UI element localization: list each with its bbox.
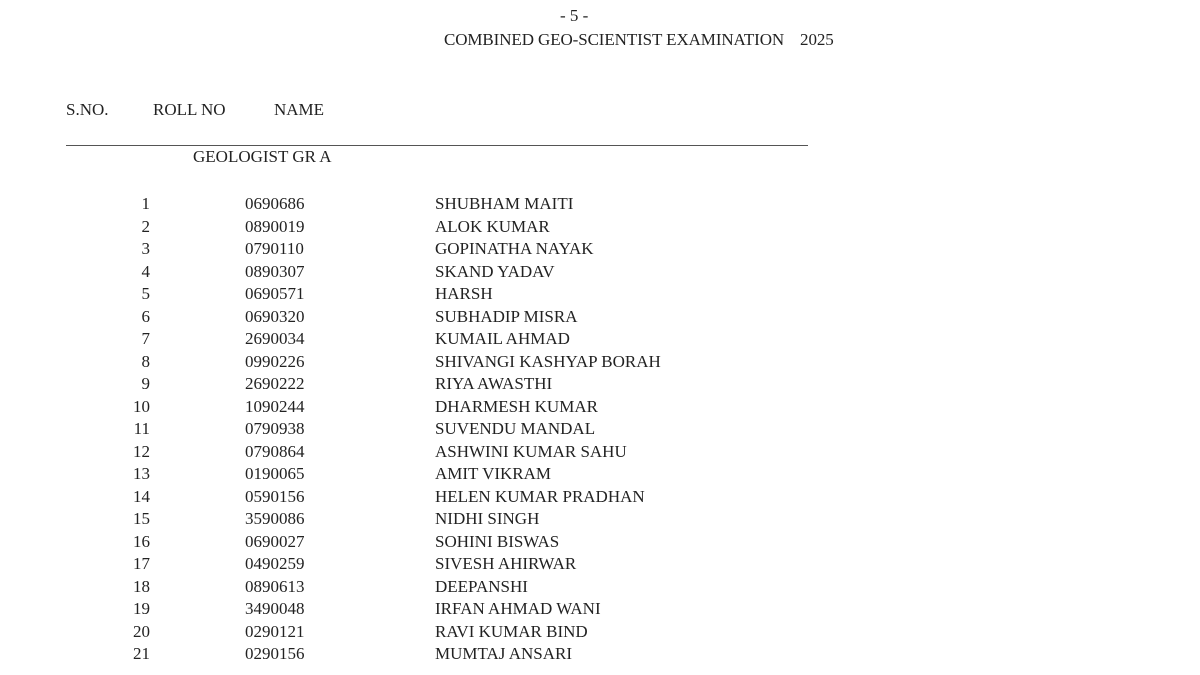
- cell-sno: 21: [133, 644, 150, 663]
- cell-sno: 7: [141, 329, 150, 348]
- header-divider: [66, 145, 808, 146]
- cell-name: GOPINATHA NAYAK: [435, 239, 594, 258]
- cell-sno: 19: [133, 599, 150, 618]
- cell-roll-no: 0290156: [245, 644, 305, 663]
- cell-name: HELEN KUMAR PRADHAN: [435, 486, 645, 506]
- table-row: [0, 599, 800, 622]
- cell-roll-no: 0590156: [245, 486, 305, 506]
- cell-sno: 4: [141, 261, 150, 281]
- cell-roll-no: 0990226: [245, 351, 305, 371]
- table-row: [0, 307, 800, 330]
- cell-roll-no: 3590086: [245, 509, 305, 528]
- cell-roll-no: 0790938: [245, 419, 305, 438]
- table-row: [0, 442, 800, 465]
- cell-name: SUVENDU MANDAL: [435, 419, 596, 438]
- cell-roll-no: 0890613: [245, 576, 305, 596]
- cell-sno: 9: [141, 374, 150, 393]
- exam-title-text: COMBINED GEO-SCIENTIST EXAMINATION: [444, 30, 785, 49]
- cell-sno: 5: [141, 284, 150, 303]
- table-row: [0, 464, 800, 487]
- column-header-roll: ROLL NO: [153, 100, 226, 119]
- table-row: [0, 262, 800, 285]
- cell-sno: 13: [133, 464, 150, 483]
- table-row: [0, 352, 800, 375]
- table-row: [0, 554, 800, 577]
- cell-sno: 6: [141, 306, 150, 326]
- cell-sno: 20: [133, 621, 150, 641]
- column-header-sno: S.NO.: [66, 100, 109, 119]
- cell-roll-no: 0690686: [245, 194, 305, 213]
- cell-name: SIVESH AHIRWAR: [435, 554, 577, 573]
- cell-name: KUMAIL AHMAD: [435, 329, 570, 348]
- cell-roll-no: 0890307: [245, 261, 305, 281]
- cell-roll-no: 0490259: [245, 554, 305, 573]
- cell-sno: 16: [133, 531, 150, 551]
- cell-name: AMIT VIKRAM: [435, 464, 552, 483]
- cell-sno: 17: [133, 554, 150, 573]
- cell-name: SKAND YADAV: [435, 261, 555, 281]
- section-title: GEOLOGIST GR A: [193, 147, 332, 166]
- cell-roll-no: 2690222: [245, 374, 305, 393]
- cell-roll-no: 0790110: [245, 239, 304, 258]
- cell-name: DHARMESH KUMAR: [435, 396, 598, 416]
- table-row: [0, 644, 800, 667]
- cell-name: MUMTAJ ANSARI: [435, 644, 573, 663]
- table-row: [0, 622, 800, 645]
- cell-roll-no: 0690027: [245, 531, 305, 551]
- cell-roll-no: 3490048: [245, 599, 305, 618]
- page-number: - 5 -: [560, 6, 589, 25]
- cell-roll-no: 0190065: [245, 464, 305, 483]
- cell-sno: 8: [141, 351, 150, 371]
- table-row: [0, 487, 800, 510]
- cell-sno: 18: [133, 576, 150, 596]
- cell-name: SOHINI BISWAS: [435, 531, 560, 551]
- cell-roll-no: 0690320: [245, 306, 305, 326]
- cell-sno: 1: [141, 194, 150, 213]
- cell-sno: 2: [141, 216, 150, 236]
- table-row: [0, 577, 800, 600]
- table-row: [0, 509, 800, 532]
- cell-name: RIYA AWASTHI: [435, 374, 553, 393]
- cell-name: DEEPANSHI: [435, 576, 528, 596]
- cell-name: ASHWINI KUMAR SAHU: [435, 441, 627, 461]
- cell-roll-no: 0790864: [245, 441, 305, 461]
- table-row: [0, 194, 800, 217]
- cell-roll-no: 0890019: [245, 216, 305, 236]
- cell-name: SUBHADIP MISRA: [435, 306, 578, 326]
- cell-name: RAVI KUMAR BIND: [435, 621, 588, 641]
- table-row: [0, 419, 800, 442]
- cell-sno: 14: [133, 486, 150, 506]
- cell-name: HARSH: [435, 284, 493, 303]
- cell-roll-no: 2690034: [245, 329, 305, 348]
- cell-sno: 10: [133, 396, 150, 416]
- table-row: [0, 217, 800, 240]
- table-row: [0, 239, 800, 262]
- table-row: [0, 284, 800, 307]
- table-row: [0, 329, 800, 352]
- cell-name: NIDHI SINGH: [435, 509, 540, 528]
- cell-sno: 15: [133, 509, 150, 528]
- table-row: [0, 532, 800, 555]
- table-row: [0, 397, 800, 420]
- cell-sno: 12: [133, 441, 150, 461]
- cell-sno: 11: [133, 419, 150, 438]
- exam-title: [444, 30, 834, 50]
- table-row: [0, 374, 800, 397]
- cell-name: SHIVANGI KASHYAP BORAH: [435, 351, 661, 371]
- cell-name: IRFAN AHMAD WANI: [435, 599, 601, 618]
- cell-sno: 3: [141, 239, 150, 258]
- cell-name: SHUBHAM MAITI: [435, 194, 574, 213]
- cell-roll-no: 1090244: [245, 396, 305, 416]
- cell-roll-no: 0290121: [245, 621, 305, 641]
- cell-name: ALOK KUMAR: [435, 216, 550, 236]
- exam-year: 2025: [800, 30, 834, 49]
- column-header-name: NAME: [274, 100, 325, 119]
- cell-roll-no: 0690571: [245, 284, 305, 303]
